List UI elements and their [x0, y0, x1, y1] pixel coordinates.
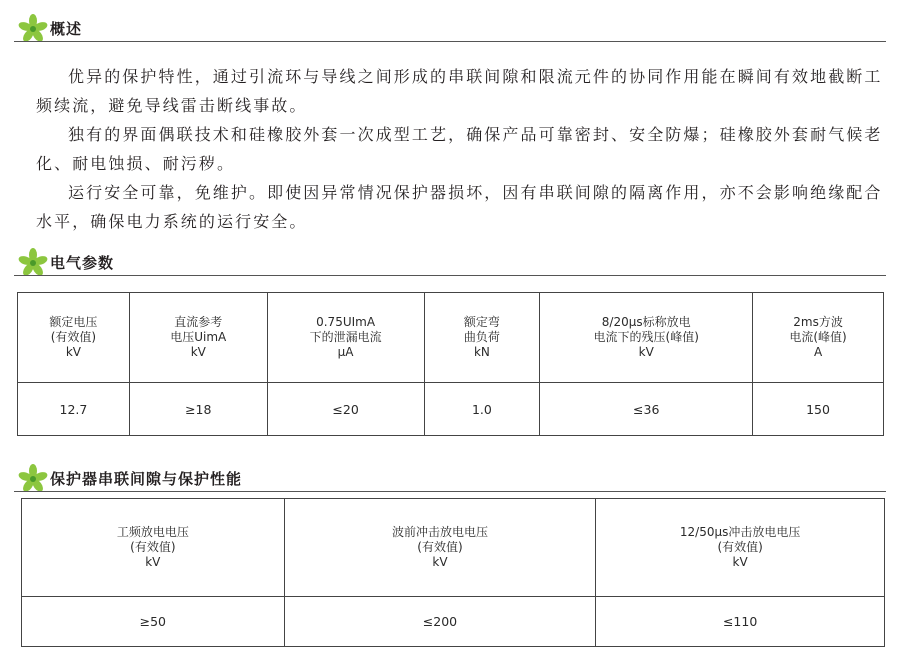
table-header-cell: 2ms方波 电流(峰值) A: [753, 293, 884, 383]
green-star-icon: [18, 464, 48, 494]
section-divider: [14, 491, 886, 492]
table-header-cell: 额定电压 (有效值) kV: [18, 293, 130, 383]
gap-performance-table: [21, 498, 885, 647]
section-title: 保护器串联间隙与保护性能: [50, 470, 243, 488]
table-header-cell: 工频放电电压 (有效值) kV: [22, 499, 285, 597]
table-header-cell: 12/50μs冲击放电电压 (有效值) kV: [596, 499, 885, 597]
green-star-icon: [18, 248, 48, 278]
table-header-cell: 8/20μs标称放电 电流下的残压(峰值) kV: [540, 293, 753, 383]
table-row: [22, 597, 885, 647]
table-cell: ≤200: [284, 597, 596, 647]
table-header-cell: 直流参考 电压UimA kV: [129, 293, 267, 383]
green-star-icon: [18, 14, 48, 44]
table-header-cell: 波前冲击放电电压 (有效值) kV: [284, 499, 596, 597]
table-cell: 12.7: [18, 383, 130, 436]
section-header-overview: [14, 14, 886, 44]
section-header-gap: [14, 464, 886, 494]
table-header-row: [22, 499, 885, 597]
section-title: 电气参数: [50, 254, 115, 272]
overview-paragraph-2: 独有的界面偶联技术和硅橡胶外套一次成型工艺，确保产品可靠密封、安全防爆；硅橡胶外套耐气候老化、耐电蚀损、耐污秽。: [36, 125, 883, 173]
overview-paragraph-3: 运行安全可靠，免维护。即使因异常情况保护器损坏，因有串联间隙的隔离作用，亦不会影响绝缘配合水平，确保电力系统的运行安全。: [36, 183, 883, 231]
section-title: 概述: [50, 20, 83, 38]
table-row: [18, 383, 884, 436]
table-header-cell: 0.75UImA 下的泄漏电流 μA: [267, 293, 424, 383]
table-cell: 150: [753, 383, 884, 436]
table-cell: ≤110: [596, 597, 885, 647]
table-cell: ≤36: [540, 383, 753, 436]
table-header-cell: 额定弯 曲负荷 kN: [424, 293, 540, 383]
section-divider: [14, 41, 886, 42]
table-cell: ≤20: [267, 383, 424, 436]
table-cell: ≥18: [129, 383, 267, 436]
table-header-row: [18, 293, 884, 383]
electrical-parameters-table: [17, 292, 884, 436]
section-header-electrical: [14, 248, 886, 278]
overview-paragraph-1: 优异的保护特性，通过引流环与导线之间形成的串联间隙和限流元件的协同作用能在瞬间有效地截断工频续流，避免导线雷击断线事故。: [36, 67, 883, 115]
section-divider: [14, 275, 886, 276]
table-cell: 1.0: [424, 383, 540, 436]
table-cell: ≥50: [22, 597, 285, 647]
